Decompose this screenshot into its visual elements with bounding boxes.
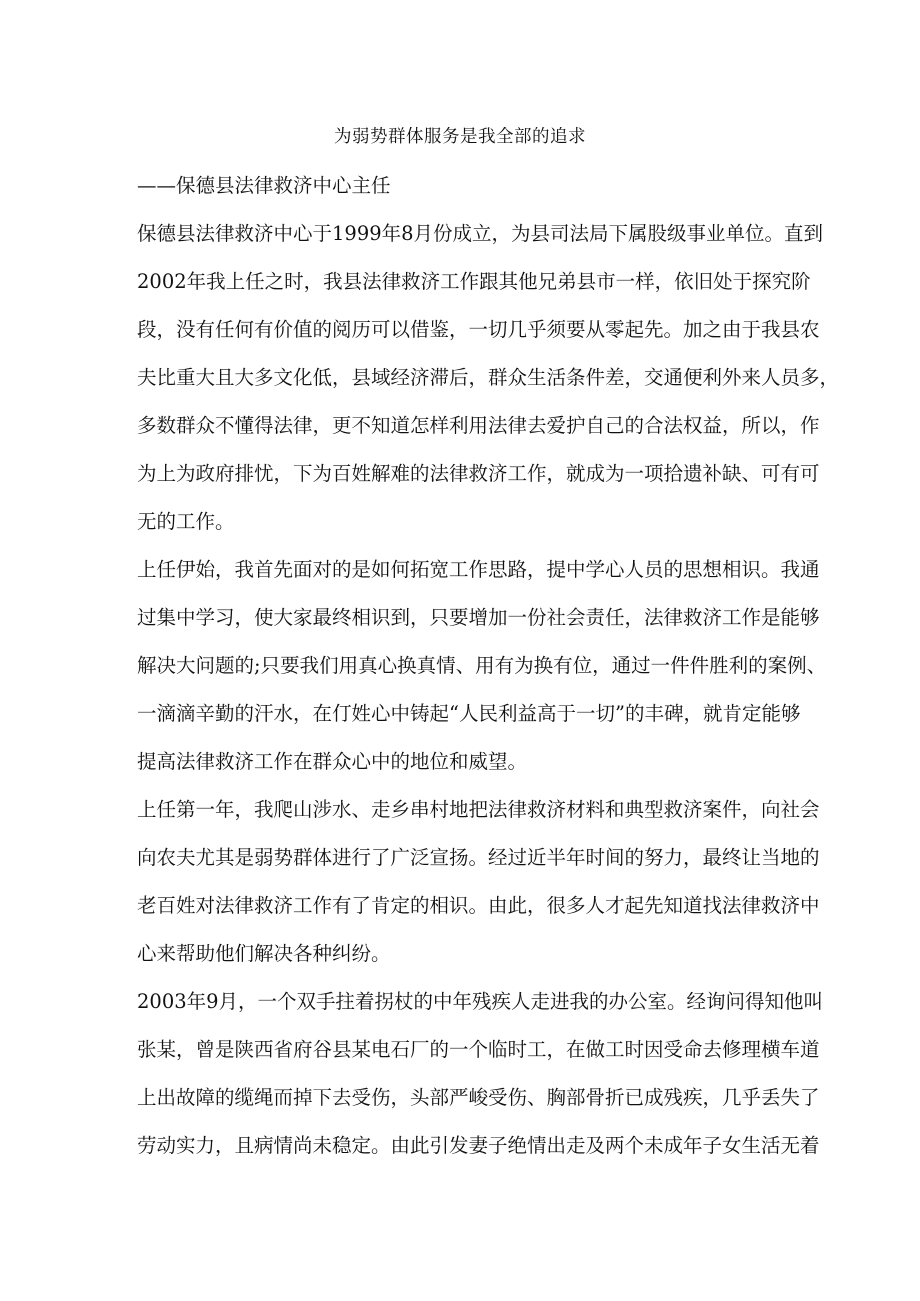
paragraph-line: 心来帮助他们解决各种纠纷。: [137, 942, 391, 965]
paragraph-line: 劳动实力，且病情尚未稳定。由此引发妻子绝情出走及两个未成年子女生活无着: [137, 1134, 820, 1157]
paragraph-line: 一滴滴辛勤的汗水，在仃姓心中铸起“人民利益高于一切”的丰碑，就肯定能够: [137, 702, 801, 725]
paragraph-line: 老百姓对法律救济工作有了肯定的相识。由此，很多人才起先知道找法律救济中: [137, 894, 820, 917]
paragraph-line: 保德县法律救济中心于1999年8月份成立，为县司法局下属股级事业单位。直到: [137, 222, 824, 245]
paragraph-line: 向农夫尤其是弱势群体进行了广泛宣扬。经过近半年时间的努力，最终让当地的: [137, 846, 820, 869]
paragraph-line: 2003年9月，一个双手拄着拐杖的中年残疾人走进我的办公室。经询问得知他叫: [137, 990, 824, 1013]
paragraph-line: 上任第一年，我爬山涉水、走乡串村地把法律救济材料和典型救济案件，向社会: [137, 798, 820, 821]
paragraph-line: 无的工作。: [137, 510, 235, 533]
paragraph-line: 提高法律救济工作在群众心中的地位和威望。: [137, 750, 528, 773]
paragraph-line: 为上为政府排忧，下为百姓解难的法律救济工作，就成为一项拾遗补缺、可有可: [137, 462, 820, 485]
paragraph-line: 过集中学习，使大家最终相识到，只要增加一份社会责任，法律救济工作是能够: [137, 606, 820, 629]
paragraph-line: 上任伊始，我首先面对的是如何拓宽工作思路，提中学心人员的思想相识。我通: [137, 558, 820, 581]
paragraph-line: 夫比重大且大多文化低，县域经济滞后，群众生活条件差，交通便利外来人员多，: [137, 366, 840, 389]
paragraph-line: 上出故障的缆绳而掉下去受伤，头部严峻受伤、胸部骨折已成残疾，几乎丢失了: [137, 1086, 820, 1109]
paragraph-line: 段，没有任何有价值的阅历可以借鉴，一切几乎须要从零起先。加之由于我县农: [137, 318, 820, 341]
document-title: 为弱势群体服务是我全部的追求: [334, 127, 586, 147]
paragraph-line: 2002年我上任之时，我县法律救济工作跟其他兄弟县市一样，依旧处于探究阶: [137, 270, 811, 293]
paragraph-line: 解决大问题的;只要我们用真心换真情、用有为换有位，通过一件件胜利的案例、: [137, 654, 827, 677]
document-subtitle: ——保德县法律救济中心主任: [137, 174, 391, 197]
paragraph-line: 张某，曾是陕西省府谷县某电石厂的一个临时工，在做工时因受命去修理横车道: [137, 1038, 820, 1061]
paragraph-line: 多数群众不懂得法律，更不知道怎样利用法律去爱护自己的合法权益，所以，作: [137, 414, 820, 437]
